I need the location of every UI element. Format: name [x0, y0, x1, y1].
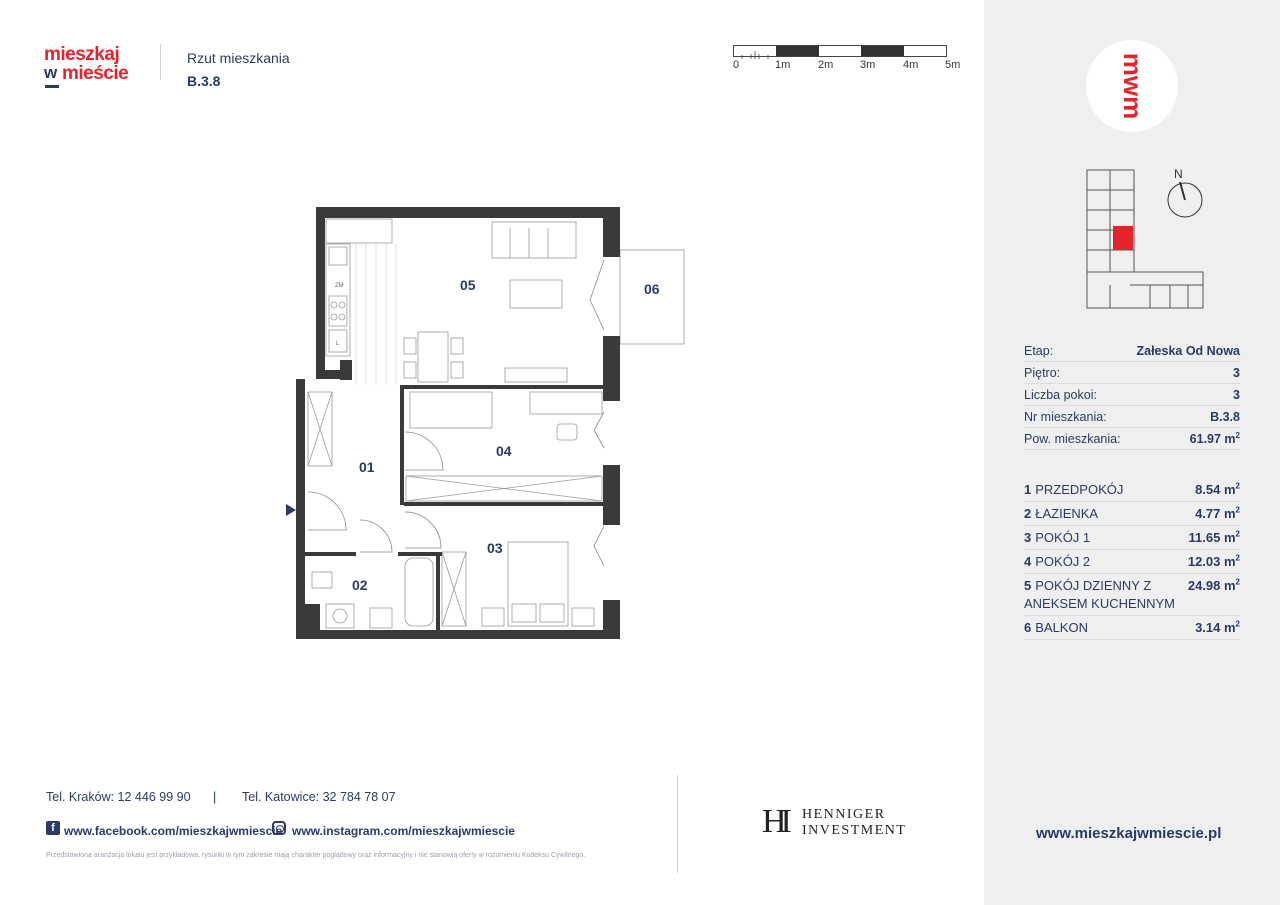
- kitchen-counter: [326, 244, 350, 356]
- room-label-04: 04: [496, 443, 512, 459]
- room-label-01: 01: [359, 459, 375, 475]
- shelf: [530, 392, 602, 414]
- door-04: [405, 432, 443, 470]
- appliance-label-fridge: L: [336, 341, 340, 347]
- sink: [329, 247, 347, 265]
- scale-label-3: 3m: [860, 59, 876, 71]
- footer-divider: [677, 775, 678, 873]
- entrance-door: [308, 492, 346, 530]
- scale-seg-2: [819, 46, 861, 56]
- room-row-3: 3 POKÓJ 1 11.65 $m^2$: [1024, 526, 1240, 550]
- furniture: [308, 219, 684, 628]
- chair: [557, 424, 577, 440]
- toilet: [312, 572, 332, 588]
- info-value: 3: [1233, 388, 1240, 402]
- desk: [410, 392, 492, 428]
- brand-w: w: [44, 63, 58, 82]
- scale-seg-4: [904, 46, 946, 56]
- balcony-outline: [620, 250, 684, 344]
- scale-seg-3: [861, 46, 904, 56]
- floor-plan: [280, 195, 700, 655]
- walls: [296, 207, 620, 639]
- info-label: Pow. mieszkania:: [1024, 432, 1121, 446]
- developer-mark-icon: HI: [762, 803, 786, 840]
- plan-label: Rzut mieszkania: [187, 50, 290, 66]
- room-label-02: 02: [352, 577, 368, 593]
- info-row-area: [1024, 428, 1240, 450]
- scale-seg-1: [776, 46, 819, 56]
- upper-cabinet: [326, 219, 392, 243]
- unit-highlight: [1113, 226, 1133, 250]
- dining-table: [418, 332, 448, 382]
- brand-badge: [1086, 40, 1178, 132]
- unit-code: B.3.8: [187, 73, 221, 89]
- info-sidebar: [984, 0, 1280, 905]
- tv-unit: [505, 368, 567, 382]
- developer-logo: [762, 804, 912, 844]
- info-row-floor: [1024, 362, 1240, 384]
- scale-label-2: 2m: [818, 59, 834, 71]
- instagram-icon[interactable]: [272, 821, 286, 835]
- brand-logo[interactable]: [44, 45, 154, 95]
- floor-hatch: [356, 244, 396, 385]
- brand-line2: mieście: [62, 63, 129, 84]
- scale-seg-0: [734, 46, 776, 56]
- brand-underline: [45, 85, 59, 88]
- header-divider: [160, 44, 161, 80]
- info-row-rooms: [1024, 384, 1240, 406]
- room-label-03: 03: [487, 540, 503, 556]
- scale-label-4: 4m: [903, 59, 919, 71]
- room-row-2: 2 ŁAZIENKA 4.77 $m^2$: [1024, 502, 1240, 526]
- scale-fine-ticks: [734, 49, 776, 59]
- legal-disclaimer: Przedstawiona aranżacja lokalu jest przykładowa, rysunki w tym zakresie mają charakter poglądowy oraz informacyjny i nie stanowią oferty w rozumieniu Kodeksu Cywilnego.: [46, 852, 586, 859]
- facebook-link[interactable]: www.facebook.com/mieszkajwmiescie: [64, 824, 283, 838]
- door-03: [405, 512, 441, 548]
- compass-north: N: [1174, 167, 1183, 181]
- appliance-label-dishwasher: ZM: [335, 283, 344, 289]
- sofa: [492, 222, 576, 258]
- developer-name: HENNIGER INVESTMENT: [802, 807, 907, 838]
- unit-info-table: [1024, 340, 1240, 450]
- info-value: 61.97 $m^2$: [1189, 430, 1240, 446]
- info-label: Etap:: [1024, 344, 1054, 358]
- info-label: Nr mieszkania:: [1024, 410, 1107, 424]
- window-03: [594, 526, 604, 566]
- info-label: Liczba pokoi:: [1024, 388, 1097, 402]
- scale-label-0: 0: [733, 59, 740, 71]
- window-04: [594, 412, 604, 448]
- washbasin: [326, 604, 354, 628]
- info-label: Piętro:: [1024, 366, 1061, 380]
- scale-label-1: 1m: [775, 59, 791, 71]
- info-row-stage: [1024, 340, 1240, 362]
- instagram-link[interactable]: www.instagram.com/mieszkajwmiescie: [292, 824, 515, 838]
- tel-krakow[interactable]: Tel. Kraków: 12 446 99 90: [46, 790, 191, 804]
- tel-separator: |: [213, 790, 217, 804]
- mwm-badge-icon: [1086, 40, 1178, 132]
- room-label-06: 06: [644, 281, 660, 297]
- doors: [308, 260, 604, 566]
- scale-label-5: 5m: [945, 59, 961, 71]
- washing-machine: [370, 608, 392, 628]
- room-row-6: 6 BALKON 3.14 $m^2$: [1024, 616, 1240, 640]
- info-value: 3: [1233, 366, 1240, 380]
- room-row-4: 4 POKÓJ 2 12.03 $m^2$: [1024, 550, 1240, 574]
- tel-katowice[interactable]: Tel. Katowice: 32 784 78 07: [242, 790, 396, 804]
- bed: [508, 542, 568, 626]
- room-row-1: 1 PRZEDPOKÓJ 8.54 $m^2$: [1024, 478, 1240, 502]
- info-value: B.3.8: [1210, 410, 1240, 424]
- facebook-icon[interactable]: f: [46, 821, 60, 835]
- bathtub: [405, 558, 433, 626]
- website-link[interactable]: www.mieszkajwmiescie.pl: [1036, 825, 1222, 842]
- badge-text: mwm: [1118, 52, 1148, 120]
- door-02: [360, 520, 392, 552]
- building-keyplan: [1075, 160, 1225, 320]
- coffee-table: [510, 280, 562, 308]
- info-row-unit-number: [1024, 406, 1240, 428]
- entrance-arrow-icon: [286, 504, 296, 516]
- room-row-5: 5 POKÓJ DZIENNY Z ANEKSEM KUCHENNYM 24.98 $m^2$: [1024, 574, 1240, 616]
- balcony-door: [590, 260, 604, 330]
- brand-line1: mieszkaj: [44, 44, 120, 65]
- room-label-05: 05: [460, 277, 476, 293]
- cooktop: [329, 296, 347, 326]
- info-value: Załeska Od Nowa: [1136, 344, 1240, 358]
- room-list: [1024, 478, 1240, 640]
- scale-bar: [733, 45, 947, 57]
